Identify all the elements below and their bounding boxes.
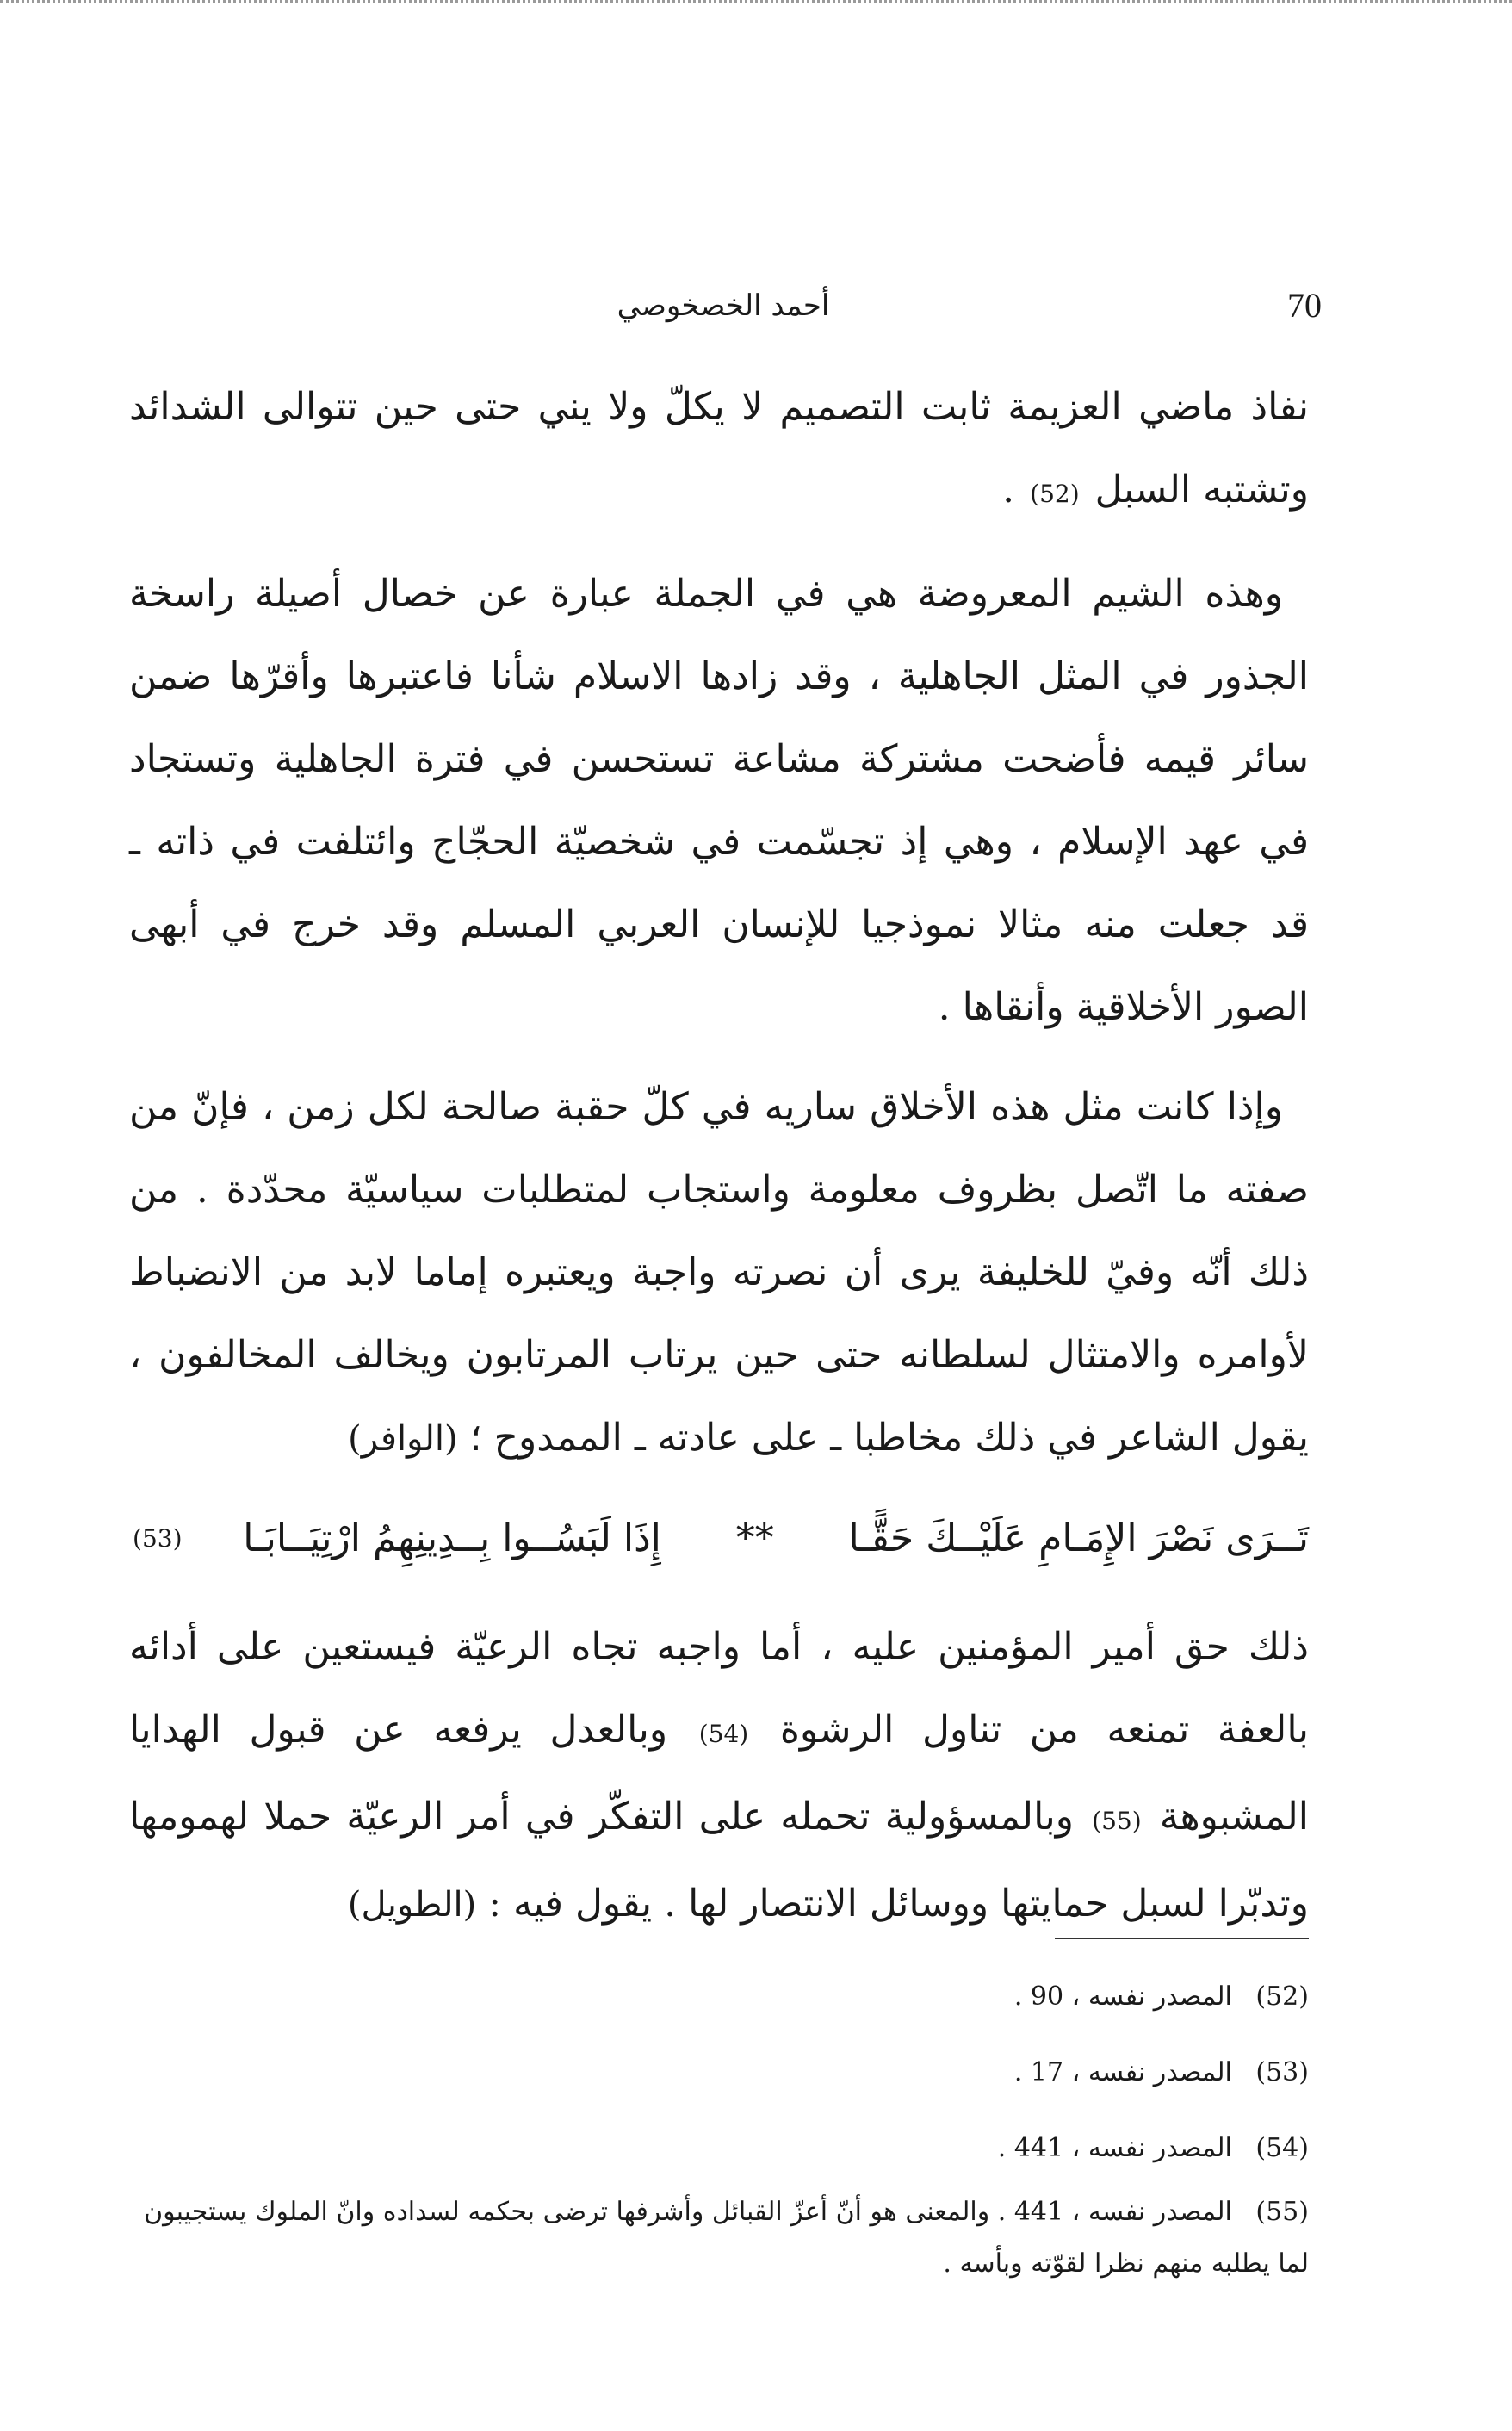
footnote-number: (55) [1255, 2197, 1309, 2227]
meter-label-wafir: (الوافر) [348, 1419, 458, 1459]
paragraph-3-text: وإذا كانت مثل هذه الأخلاق ساريه في كلّ حقبة صالحة لكل زمن ، فإنّ من صفته ما اتّصل بظروف معلومة واستجاب لمتطلبات سياسيّة محدّدة . من ذلك أنّه وفيّ للخليفة يرى أن نصرته واجبة ويعتبره إماما لابد من الانضباط لأوامره والامتثال لسلطانه حتى حين يرتاب المرتابون ويخالف المخالفون ، يقول الشاعر في ذلك مخاطبا ـ على عادته ـ الممدوح ؛ [129, 1085, 1310, 1460]
running-head-author: أحمد الخصخوصي [617, 288, 830, 323]
paragraph-3 [129, 1066, 1309, 1480]
paragraph-2 [129, 553, 1309, 1049]
page-number: 70 [1287, 286, 1322, 325]
footnote-ref-52: (52) [1030, 480, 1080, 508]
footnote-53 [129, 2035, 1309, 2111]
verse-second-hemistich: إِذَا لَبَسُــوا بِــدِينِهِمُ ارْتِيَــابَـا [243, 1516, 661, 1560]
paragraph-1 [129, 366, 1309, 536]
footnote-text: المصدر نفسه ، 441 . والمعنى هو أنّ أعزّ القبائل وأشرفها ترضى بحكمه لسداده وانّ الملوك يستجيبون لما يطلبه منهم نظرا لقوّته وبأسه . [144, 2197, 1309, 2279]
footnote-ref-55: (55) [1092, 1807, 1142, 1835]
footnotes [129, 1959, 1309, 2290]
paragraph-2-text: وهذه الشيم المعروضة هي في الجملة عبارة عن خصال أصيلة راسخة الجذور في المثل الجاهلية ، وقد زادها الاسلام شأنا فاعتبرها وأقرّها ضمن سائر قيمه فأضحت مشتركة مشاعة تستحسن في فترة الجاهلية وتستجاد في عهد الإسلام ، وهي إذ تجسّمت في شخصيّة الحجّاج وائتلفت في ذاته ـ قد جعلت منه مثالا نموذجيا للإنسان العربي المسلم وقد خرج في أبهى الصور الأخلاقية وأنقاها . [129, 572, 1309, 1029]
paragraph-1-text: نفاذ ماضي العزيمة ثابت التصميم لا يكلّ ولا يني حتى حين تتوالى الشدائد وتشتبه السبل [129, 385, 1309, 512]
paragraph-4-part-2: وبالعدل يرفعه عن قبول الهدايا المشبوهة [129, 1708, 1309, 1839]
footnote-text: المصدر نفسه ، 17 . [1013, 2057, 1232, 2087]
footnote-text: المصدر نفسه ، 90 . [1013, 1981, 1232, 2012]
footnote-text: المصدر نفسه ، 441 . [997, 2133, 1232, 2163]
running-head [129, 258, 1322, 336]
paragraph-1-end: . [1002, 468, 1015, 512]
body-text [129, 366, 1309, 1963]
paragraph-4-part-1: ذلك حق أمير المؤمنين عليه ، أما واجبه تجاه الرعيّة فيستعين على أدائه بالعفة تمنعه من تناول الرشوة [129, 1625, 1309, 1752]
paragraph-4-part-3: وبالمسؤولية تحمله على التفكّر في أمر الرعيّة حملا لهمومها وتدبّرا لسبل حمايتها ووسائل الانتصار لها . يقول فيه : [129, 1795, 1309, 1926]
verse-first-hemistich: تَــرَى نَصْرَ الإِمَـامِ عَلَيْــكَ حَقًّـا [848, 1516, 1309, 1560]
footnote-number: (52) [1255, 1981, 1309, 2012]
footnote-separator-rule [1055, 1938, 1309, 1939]
footnote-52 [129, 1959, 1309, 2035]
verse-separator: ** [735, 1516, 774, 1560]
poetry-verse [129, 1498, 1309, 1580]
footnote-54 [129, 2111, 1309, 2186]
footnote-55 [129, 2186, 1309, 2290]
meter-label-tawil: (الطويل) [347, 1885, 477, 1925]
footnote-ref-53: (53) [133, 1524, 183, 1553]
footnote-ref-54: (54) [698, 1720, 749, 1748]
paragraph-4 [129, 1606, 1309, 1946]
top-dotted-rule [0, 0, 1512, 3]
footnote-number: (53) [1255, 2057, 1309, 2087]
book-page [129, 258, 1322, 2325]
footnote-number: (54) [1255, 2133, 1309, 2163]
